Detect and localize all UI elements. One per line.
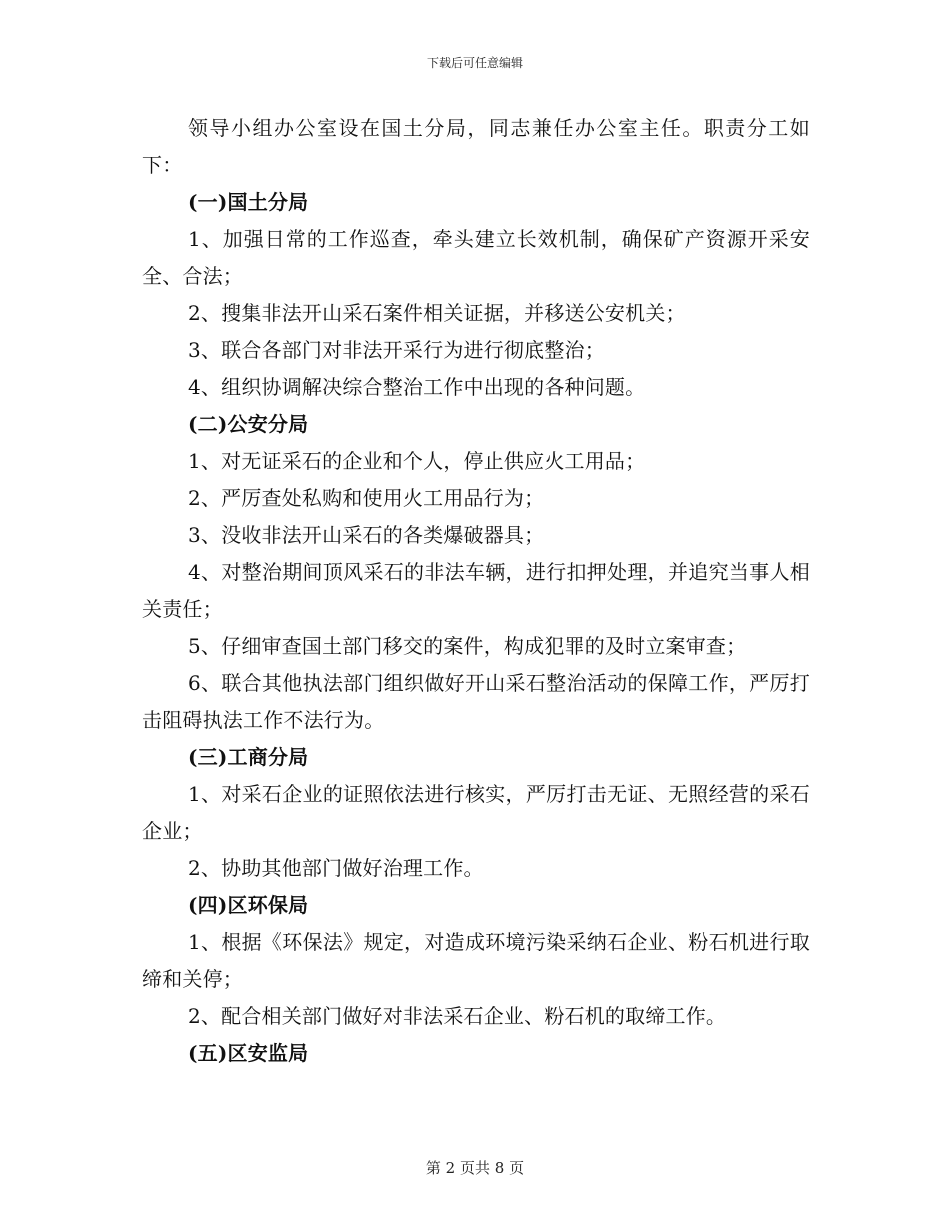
section-heading: (四)区环保局 bbox=[188, 893, 309, 917]
paragraph: 3、没收非法开山采石的各类爆破器具； bbox=[188, 523, 545, 547]
paragraph: 1、对无证采石的企业和个人，停止供应火工用品； bbox=[188, 449, 646, 473]
paragraph: 6、联合其他执法部门组织做好开山采石整治活动的保障工作，严厉打击阻碍执法工作不法行为。 bbox=[142, 671, 810, 732]
document-body bbox=[142, 110, 810, 1072]
paragraph: 2、配合相关部门做好对非法采石企业、粉石机的取缔工作。 bbox=[188, 1004, 727, 1028]
paragraph: 1、对采石企业的证照依法进行核实，严厉打击无证、无照经营的采石企业； bbox=[142, 782, 810, 843]
paragraph: 5、仔细审查国土部门移交的案件，构成犯罪的及时立案审查； bbox=[188, 634, 747, 658]
section-heading: (五)区安监局 bbox=[188, 1041, 309, 1065]
section-heading: (三)工商分局 bbox=[188, 745, 309, 769]
page-header: 下载后可任意编辑 bbox=[426, 56, 523, 70]
section-heading: (二)公安分局 bbox=[188, 412, 309, 436]
paragraph: 领导小组办公室设在国土分局，同志兼任办公室主任。职责分工如下： bbox=[142, 116, 810, 177]
paragraph: 4、对整治期间顶风采石的非法车辆，进行扣押处理，并追究当事人相关责任； bbox=[142, 560, 810, 621]
paragraph: 3、联合各部门对非法开采行为进行彻底整治； bbox=[188, 338, 605, 362]
paragraph: 4、组织协调解决综合整治工作中出现的各种问题。 bbox=[188, 375, 646, 399]
paragraph: 2、协助其他部门做好治理工作。 bbox=[188, 856, 484, 880]
paragraph: 2、搜集非法开山采石案件相关证据，并移送公安机关； bbox=[188, 301, 686, 325]
paragraph: 1、加强日常的工作巡查，牵头建立长效机制，确保矿产资源开采安全、合法； bbox=[142, 227, 810, 288]
section-heading: (一)国土分局 bbox=[188, 190, 309, 214]
paragraph: 1、根据《环保法》规定，对造成环境污染采纳石企业、粉石机进行取缔和关停； bbox=[142, 930, 810, 991]
paragraph: 2、严厉查处私购和使用火工用品行为； bbox=[188, 486, 545, 510]
page-footer: 第 2 页共 8 页 bbox=[425, 1159, 525, 1177]
